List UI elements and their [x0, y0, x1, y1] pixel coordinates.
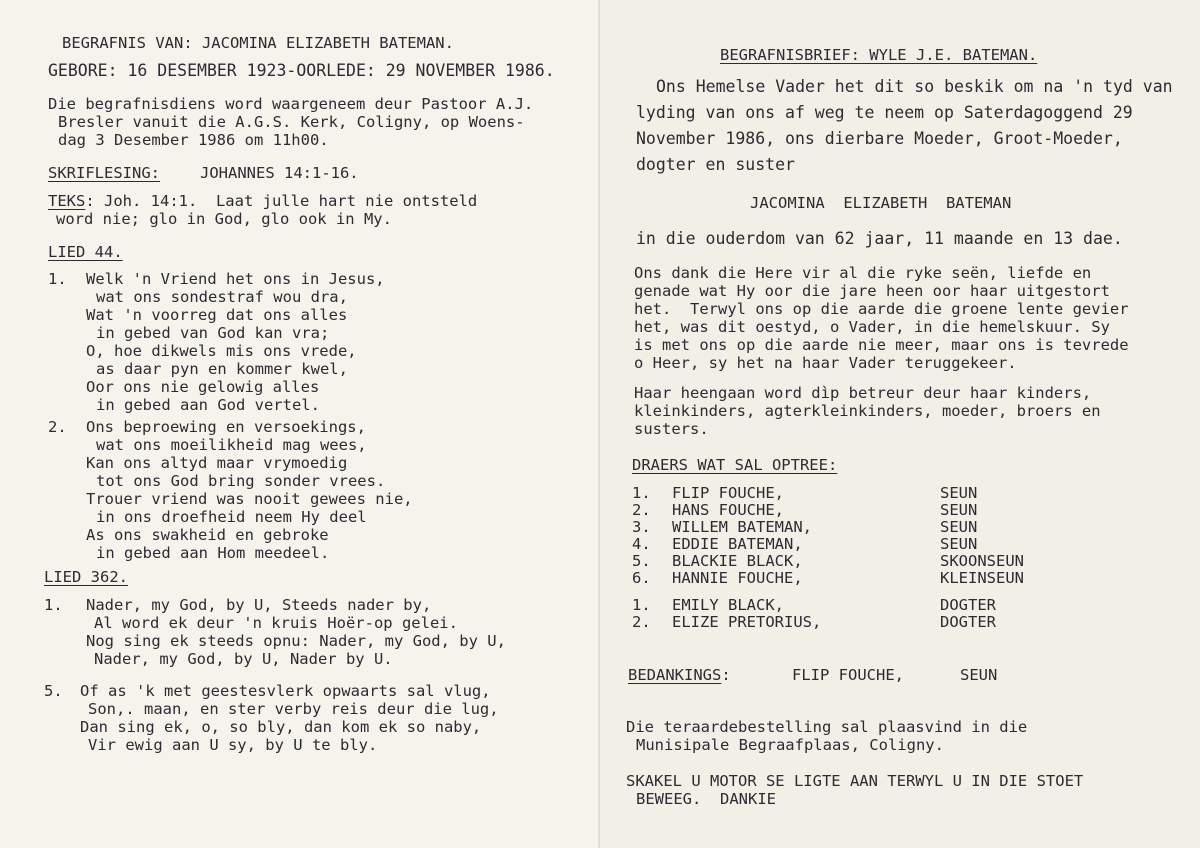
verse-line: in gebed aan Hom meedeel.	[96, 544, 330, 562]
bearer-number: 1.	[632, 484, 651, 502]
bearer-name: ELIZE PRETORIUS,	[672, 613, 822, 631]
bearer-relation: DOGTER	[940, 596, 996, 614]
acknowledgements-name: FLIP FOUCHE,	[792, 666, 904, 684]
verse-number: 1.	[48, 270, 67, 288]
hymn-label: LIED 362.	[44, 568, 128, 586]
right-page	[600, 0, 1200, 848]
bearer-relation: SKOONSEUN	[940, 552, 1024, 570]
bearer-name: WILLEM BATEMAN,	[672, 518, 812, 536]
acknowledgements-line	[628, 666, 731, 684]
verse-line: Kan ons altyd maar vrymoedig	[86, 454, 348, 472]
thanks-line: het. Terwyl ons op die aarde die groene lente gevier	[634, 300, 1129, 318]
lights-line: BEWEEG. DANKIE	[636, 790, 776, 808]
text-label: TEKS	[48, 192, 86, 210]
verse-line: wat ons sondestraf wou dra,	[96, 288, 348, 306]
bearer-number: 2.	[632, 613, 651, 631]
bearer-name: FLIP FOUCHE,	[672, 484, 784, 502]
verse-line: Welk 'n Vriend het ons in Jesus,	[86, 270, 385, 288]
deceased-name: JACOMINA ELIZABETH BATEMAN	[750, 194, 1012, 212]
bearer-relation: SEUN	[940, 535, 978, 553]
verse-line: Nader, my God, by U, Nader by U.	[94, 650, 393, 668]
reading-label: SKRIFLESING:	[48, 164, 160, 182]
bearer-name: HANS FOUCHE,	[672, 501, 784, 519]
age-line: in die ouderdom van 62 jaar, 11 maande en 13 dae.	[636, 229, 1123, 248]
bearer-number: 1.	[632, 596, 651, 614]
verse-line: Son,. maan, en ster verby reis deur die lug,	[88, 700, 499, 718]
birth-death-dates: GEBORE: 16 DESEMBER 1923-OORLEDE: 29 NOVEMBER 1986.	[48, 61, 555, 80]
lights-line: SKAKEL U MOTOR SE LIGTE AAN TERWYL U IN DIE STOET	[626, 772, 1084, 790]
verse-number: 5.	[44, 682, 63, 700]
bearer-number: 5.	[632, 552, 651, 570]
burial-line: Munisipale Begraafplaas, Coligny.	[636, 736, 944, 754]
verse-line: wat ons moeilikheid mag wees,	[96, 436, 367, 454]
thanks-line: is met ons op die aarde nie meer, maar ons is tevrede	[634, 336, 1129, 354]
verse-line: as daar pyn en kommer kwel,	[96, 360, 348, 378]
acknowledgements-colon: :	[721, 666, 731, 684]
bearer-number: 4.	[632, 535, 651, 553]
acknowledgements-relation: SEUN	[960, 666, 998, 684]
verse-line: Of as 'k met geestesvlerk opwaarts sal vlug,	[80, 682, 491, 700]
thanks-line: genade wat Hy oor die jare heen oor haar uitgestort	[634, 282, 1110, 300]
verse-line: Nader, my God, by U, Steeds nader by,	[86, 596, 432, 614]
acknowledgements-label: BEDANKINGS	[628, 666, 722, 684]
bearer-name: HANNIE FOUCHE,	[672, 569, 803, 587]
bearer-name: EMILY BLACK,	[672, 596, 784, 614]
mourn-line: Haar heengaan word dìp betreur deur haar kinders,	[634, 384, 1092, 402]
intro-line: dogter en suster	[636, 155, 795, 174]
text-line	[48, 192, 477, 210]
verse-number: 1.	[44, 596, 63, 614]
bearer-name: EDDIE BATEMAN,	[672, 535, 803, 553]
bearer-relation: SEUN	[940, 484, 978, 502]
bearer-relation: SEUN	[940, 501, 978, 519]
verse-line: As ons swakheid en gebroke	[86, 526, 329, 544]
burial-line: Die teraardebestelling sal plaasvind in die	[626, 718, 1028, 736]
bearer-number: 3.	[632, 518, 651, 536]
funeral-title: BEGRAFNIS VAN: JACOMINA ELIZABETH BATEMAN.	[62, 34, 454, 52]
hymn-label: LIED 44.	[48, 243, 123, 261]
verse-line: Trouer vriend was nooit gewees nie,	[86, 490, 413, 508]
service-line: Die begrafnisdiens word waargeneem deur Pastoor A.J.	[48, 95, 534, 113]
verse-line: Al word ek deur 'n kruis Hoër-op gelei.	[94, 614, 458, 632]
text-verse: : Joh. 14:1. Laat julle hart nie ontsteld	[85, 192, 478, 210]
intro-line: Ons Hemelse Vader het dit so beskik om na 'n tyd van	[656, 77, 1173, 96]
bearer-relation: DOGTER	[940, 613, 996, 631]
mourn-line: kleinkinders, agterkleinkinders, moeder, broers en	[634, 402, 1101, 420]
reading-value: JOHANNES 14:1-16.	[200, 164, 359, 182]
bearer-number: 2.	[632, 501, 651, 519]
intro-line: lyding van ons af weg te neem op Saterdagoggend 29	[636, 103, 1133, 122]
thanks-line: o Heer, sy het na haar Vader teruggekeer.	[634, 354, 1017, 372]
letter-title: BEGRAFNISBRIEF: WYLE J.E. BATEMAN.	[720, 46, 1038, 64]
intro-line: November 1986, ons dierbare Moeder, Groot-Moeder,	[636, 129, 1123, 148]
verse-line: Oor ons nie gelowig alles	[86, 378, 320, 396]
verse-line: Ons beproewing en versoekings,	[86, 418, 366, 436]
verse-line: in gebed van God kan vra;	[96, 324, 330, 342]
bearer-relation: KLEINSEUN	[940, 569, 1024, 587]
bearer-relation: SEUN	[940, 518, 978, 536]
verse-line: Nog sing ek steeds opnu: Nader, my God, by U,	[86, 632, 506, 650]
verse-line: in ons droefheid neem Hy deel	[96, 508, 367, 526]
bearer-number: 6.	[632, 569, 651, 587]
bearers-label: DRAERS WAT SAL OPTREE:	[632, 456, 838, 474]
service-line: Bresler vanuit die A.G.S. Kerk, Coligny, op Woens-	[58, 113, 525, 131]
mourn-line: susters.	[634, 420, 709, 438]
thanks-line: Ons dank die Here vir al die ryke seën, liefde en	[634, 264, 1092, 282]
verse-line: O, hoe dikwels mis ons vrede,	[86, 342, 357, 360]
verse-line: in gebed aan God vertel.	[96, 396, 320, 414]
verse-line: Vir ewig aan U sy, by U te bly.	[88, 736, 378, 754]
bearer-name: BLACKIE BLACK,	[672, 552, 803, 570]
verse-line: Wat 'n voorreg dat ons alles	[86, 306, 348, 324]
verse-number: 2.	[48, 418, 67, 436]
verse-line: tot ons God bring sonder vrees.	[96, 472, 386, 490]
thanks-line: het, was dit oestyd, o Vader, in die hemelskuur. Sy	[634, 318, 1110, 336]
service-line: dag 3 Desember 1986 om 11h00.	[58, 131, 329, 149]
text-line: word nie; glo in God, glo ook in My.	[56, 210, 392, 228]
verse-line: Dan sing ek, o, so bly, dan kom ek so naby,	[80, 718, 482, 736]
